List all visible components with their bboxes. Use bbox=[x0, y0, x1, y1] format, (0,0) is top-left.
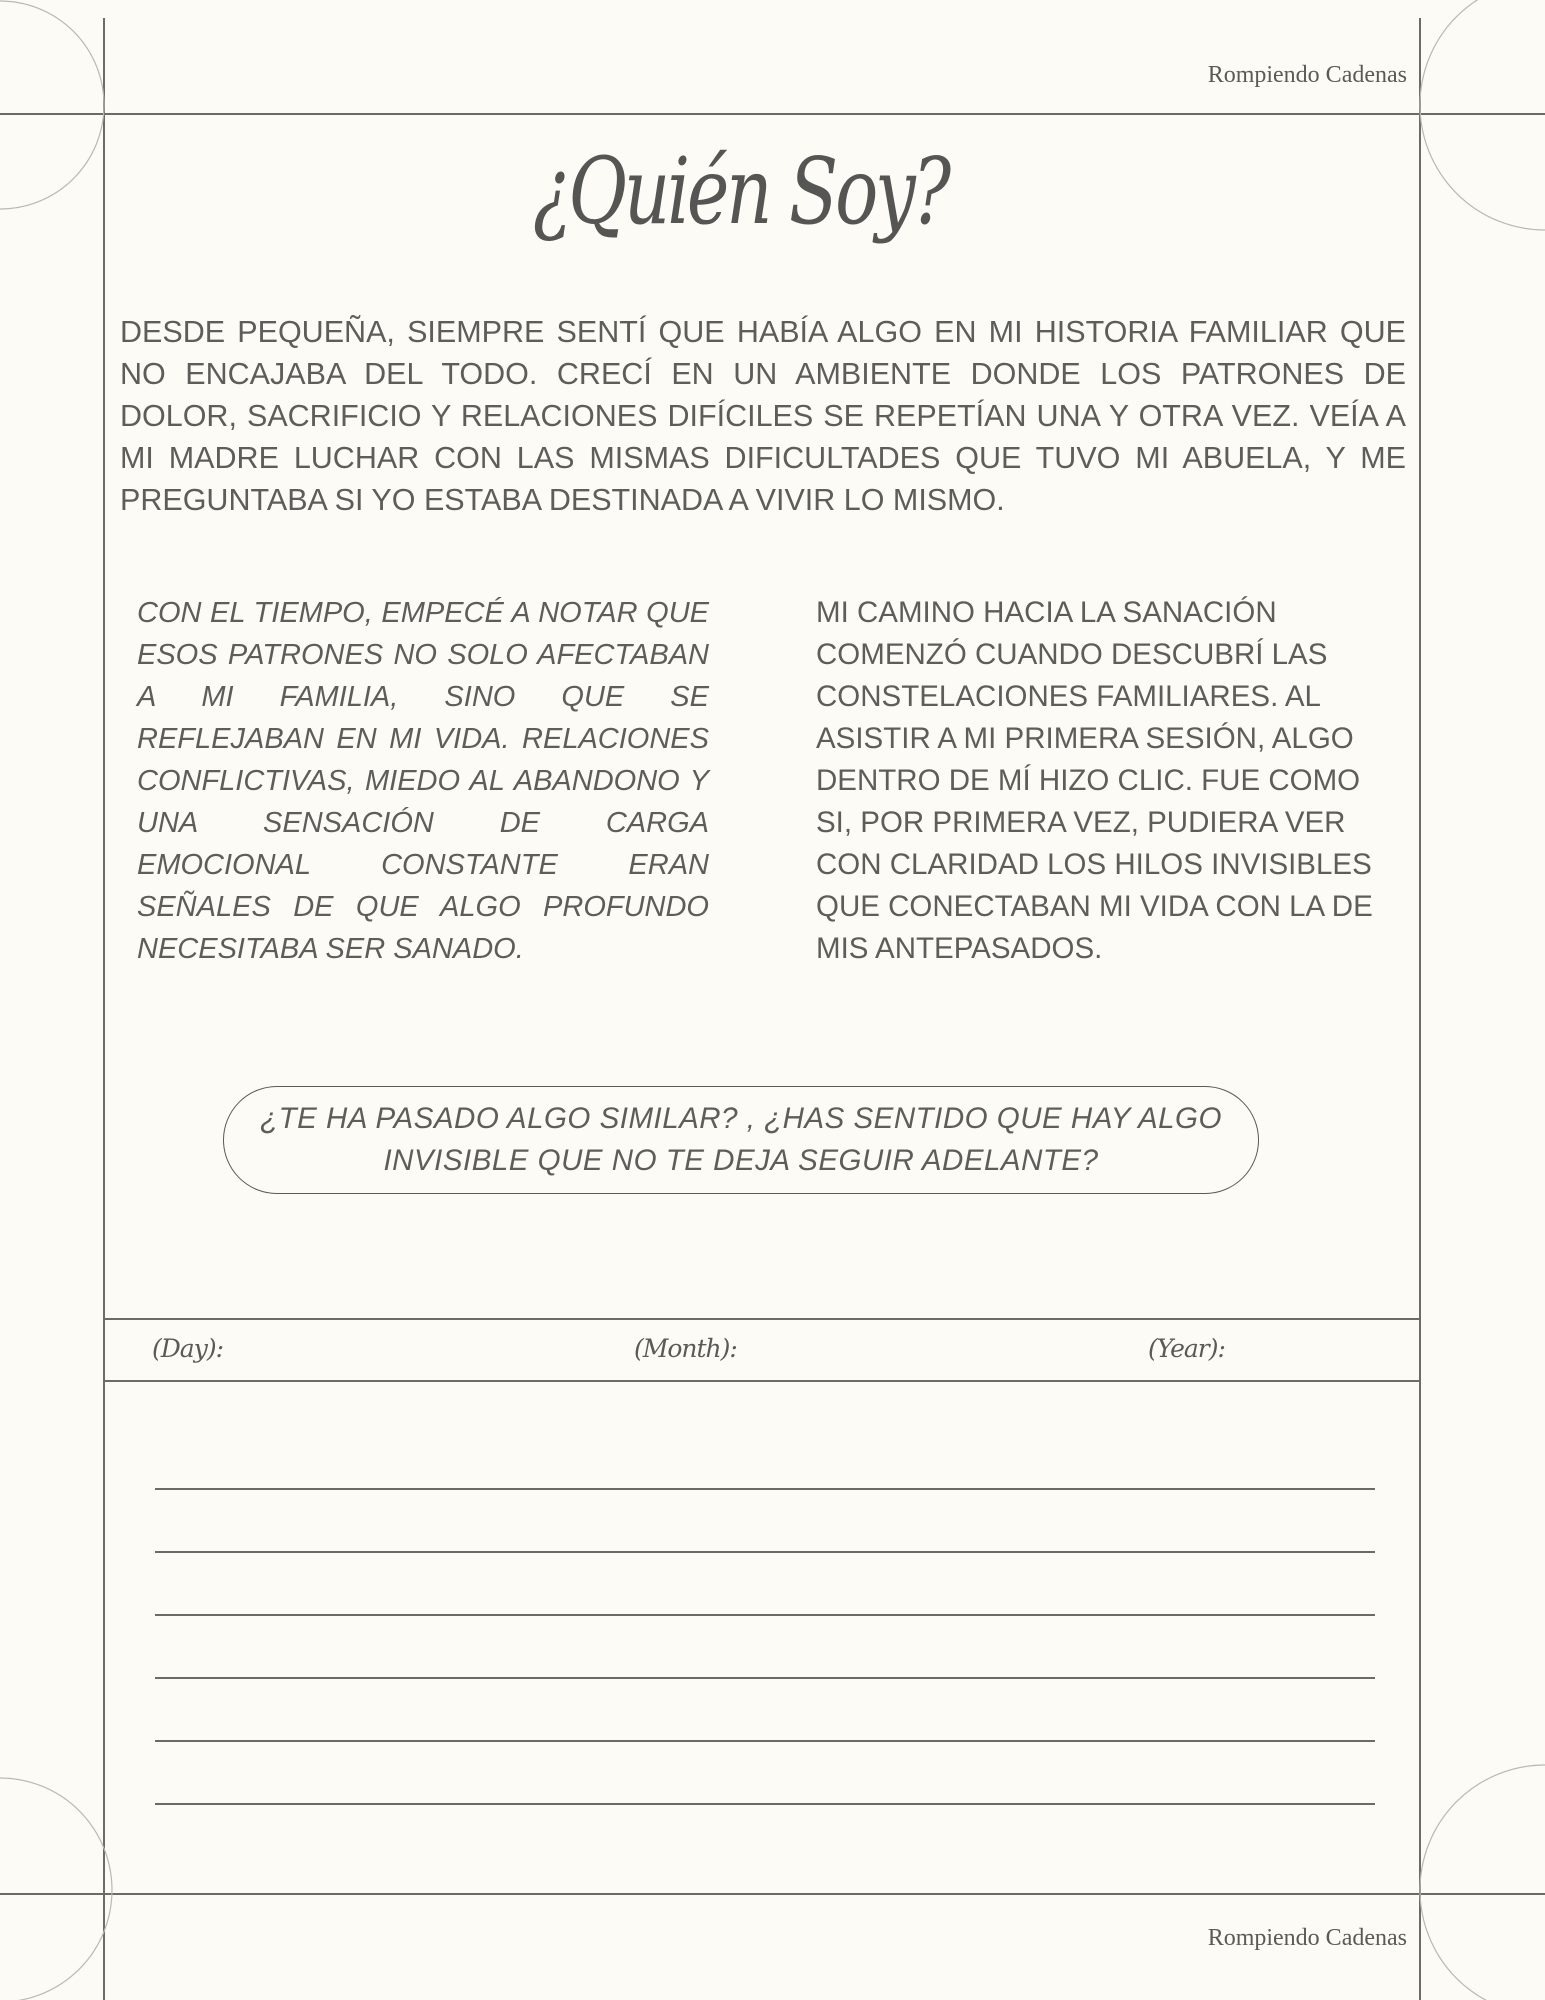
left-column-paragraph: CON EL TIEMPO, EMPECÉ A NOTAR QUE ESOS PATRONES NO SOLO AFECTABAN A MI FAMILIA, SINO QUE SE REFLEJABAN EN MI VIDA. RELACIONES CONFLICTIVAS, MIEDO AL ABANDONO Y UNA SENSACIÓN DE CARGA EMOCIONAL CONSTANTE ERAN SEÑALES DE QUE ALGO PROFUNDO NECESITABA SER SANADO. bbox=[137, 597, 709, 965]
right-column-paragraph: MI CAMINO HACIA LA SANACIÓN COMENZÓ CUANDO DESCUBRÍ LAS CONSTELACIONES FAMILIARES. AL ASISTIR A MI PRIMERA SESIÓN, ALGO DENTRO DE MÍ HIZO CLIC. FUE COMO SI, POR PRIMERA VEZ, PUDIERA VER CON CLARIDAD LOS HILOS INVISIBLES QUE CONECTABAN MI VIDA CON LA DE MIS ANTEPASADOS. bbox=[816, 596, 1373, 965]
corner-arc-bottom-right bbox=[1420, 1765, 1545, 2000]
corner-arc-top-left bbox=[0, 1, 104, 209]
writing-line[interactable] bbox=[155, 1740, 1375, 1742]
corner-arc-top-right bbox=[1420, 0, 1545, 230]
page-title: ¿Quién Soy? bbox=[532, 138, 948, 245]
header-brand: Rompiendo Cadenas bbox=[1207, 62, 1407, 88]
corner-arc-bottom-left bbox=[0, 1778, 112, 2000]
reflection-prompt-box bbox=[223, 1086, 1259, 1194]
intro-paragraph: DESDE PEQUEÑA, SIEMPRE SENTÍ QUE HABÍA ALGO EN MI HISTORIA FAMILIAR QUE NO ENCAJABA DEL TODO. CRECÍ EN UN AMBIENTE DONDE LOS PATRONES DE DOLOR, SACRIFICIO Y RELACIONES DIFÍCILES SE REPETÍAN UNA Y OTRA VEZ. VEÍA A MI MADRE LUCHAR CON LAS MISMAS DIFICULTADES QUE TUVO MI ABUELA, Y ME PREGUNTABA SI YO ESTABA DESTINADA A VIVIR LO MISMO. bbox=[120, 315, 1406, 517]
footer-brand: Rompiendo Cadenas bbox=[1207, 1925, 1407, 1951]
writing-lines[interactable] bbox=[155, 1488, 1375, 1866]
reflection-prompt-text: ¿TE HA PASADO ALGO SIMILAR? , ¿HAS SENTIDO QUE HAY ALGO INVISIBLE QUE NO TE DEJA SEGUIR ADELANTE? bbox=[260, 1102, 1222, 1177]
writing-line[interactable] bbox=[155, 1488, 1375, 1490]
writing-line[interactable] bbox=[155, 1803, 1375, 1805]
day-label: (Day): bbox=[152, 1334, 224, 1363]
writing-line[interactable] bbox=[155, 1614, 1375, 1616]
writing-line[interactable] bbox=[155, 1677, 1375, 1679]
writing-line[interactable] bbox=[155, 1551, 1375, 1553]
month-label: (Month): bbox=[634, 1334, 737, 1363]
year-label: (Year): bbox=[1148, 1334, 1225, 1363]
